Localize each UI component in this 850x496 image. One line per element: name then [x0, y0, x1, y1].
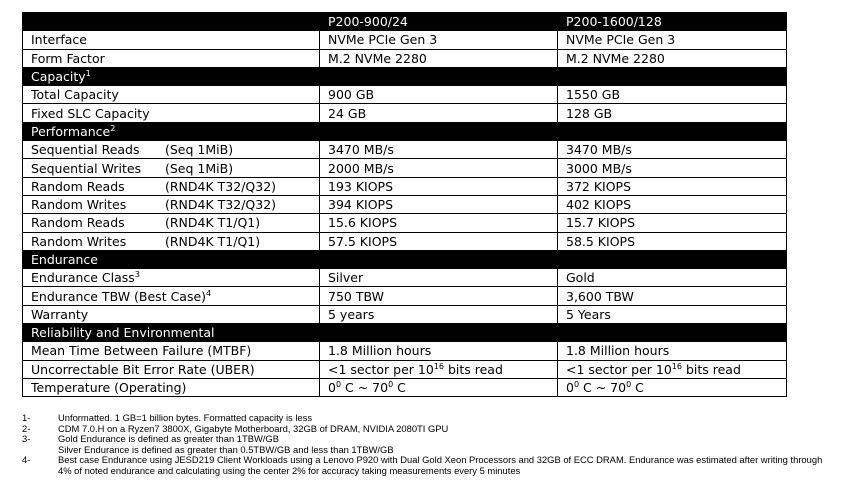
value-p200-1600: 5 Years — [558, 305, 787, 323]
value-p200-1600: 3470 MB/s — [558, 141, 787, 159]
table-row — [23, 287, 787, 305]
uber-suffix: bits read — [443, 361, 503, 377]
value-p200-1600: NVMe PCIe Gen 3 — [558, 31, 787, 49]
value-p200-1600: 58.5 KIOPS — [558, 232, 787, 250]
row-label — [23, 269, 320, 287]
value-p200-1600: Gold — [558, 269, 787, 287]
section-label: Performance — [31, 123, 111, 139]
temp-unit: C — [393, 380, 406, 396]
row-label-text: Total Capacity — [31, 87, 119, 103]
temp-min: 0 — [328, 380, 336, 396]
value-p200-900: 2000 MB/s — [320, 159, 558, 177]
row-label — [23, 86, 320, 104]
table-row — [23, 177, 787, 195]
row-label — [23, 287, 320, 305]
value-p200-1600: 15.7 KIOPS — [558, 214, 787, 232]
section-header-row — [23, 250, 787, 268]
section-header-row — [23, 67, 787, 85]
row-label — [23, 378, 320, 396]
footnote — [22, 455, 832, 476]
footnote-text: Unformatted. 1 GB=1 billion bytes. Formatted capacity is less — [58, 412, 313, 423]
value-p200-900: 900 GB — [320, 86, 558, 104]
row-label — [23, 305, 320, 323]
table-header-row — [23, 13, 787, 31]
footnote-text: Silver Endurance is defined as greater than 0.5TBW/GB and less than 1TBW/GB — [58, 443, 394, 455]
value-p200-900: M.2 NVMe 2280 — [320, 49, 558, 67]
row-label — [23, 360, 320, 378]
row-label-text: Form Factor — [31, 50, 105, 66]
row-label — [23, 214, 320, 232]
row-label-test: (RND4K T1/Q1) — [165, 215, 261, 231]
value-p200-900: Silver — [320, 269, 558, 287]
row-label-test: (RND4K T32/Q32) — [165, 178, 277, 194]
row-label — [23, 195, 320, 213]
table-row — [23, 159, 787, 177]
value-p200-1600: 1550 GB — [558, 86, 787, 104]
row-label — [23, 31, 320, 49]
table-row — [23, 141, 787, 159]
table-row — [23, 31, 787, 49]
row-label-test: (Seq 1MiB) — [165, 160, 234, 176]
temp-min: 0 — [566, 380, 574, 396]
footnote — [22, 413, 832, 424]
row-label-text: Interface — [31, 32, 87, 48]
uber-prefix: <1 sector per 10 — [566, 361, 672, 377]
value-p200-1600: 128 GB — [558, 104, 787, 122]
value-p200-900: 394 KIOPS — [320, 195, 558, 213]
row-label — [23, 232, 320, 250]
section-label: Capacity — [31, 69, 86, 85]
footnote-number: 3- — [22, 433, 31, 445]
section-label: Endurance — [31, 252, 98, 267]
table-row — [23, 195, 787, 213]
table-row — [23, 378, 787, 396]
footnote-number: 4- — [22, 454, 31, 466]
row-label-text: Temperature (Operating) — [31, 380, 187, 396]
table-row — [23, 269, 787, 287]
uber-prefix: <1 sector per 10 — [328, 361, 434, 377]
row-label-test: (Seq 1MiB) — [165, 142, 234, 158]
value-p200-1600 — [558, 378, 787, 396]
value-p200-1600: M.2 NVMe 2280 — [558, 49, 787, 67]
value-p200-900: 750 TBW — [320, 287, 558, 305]
row-label — [23, 141, 320, 159]
uber-exponent: 16 — [433, 361, 444, 371]
footnotes — [22, 413, 832, 477]
degree-mark: 0 — [573, 379, 580, 389]
header-col-p200-900: P200-900/24 — [320, 13, 558, 31]
row-label — [23, 342, 320, 360]
row-label-text: Uncorrectable Bit Error Rate (UBER) — [31, 361, 255, 377]
temp-max: C ~ 70 — [341, 380, 389, 396]
row-label — [23, 49, 320, 67]
footnote-number: 1- — [22, 412, 31, 423]
row-label-main: Random Writes — [31, 233, 127, 249]
row-label — [23, 159, 320, 177]
value-p200-1600: 3000 MB/s — [558, 159, 787, 177]
row-label-text: Endurance TBW (Best Case) — [31, 288, 207, 304]
row-label-text: Endurance Class — [31, 270, 135, 286]
section-title — [23, 122, 787, 140]
value-p200-1600: 372 KIOPS — [558, 177, 787, 195]
value-p200-900 — [320, 378, 558, 396]
value-p200-900: 57.5 KIOPS — [320, 232, 558, 250]
spec-table-body — [23, 31, 787, 397]
value-p200-900: 24 GB — [320, 104, 558, 122]
footnote-ref: 1 — [85, 68, 91, 78]
row-label-main: Random Reads — [31, 215, 125, 231]
section-title — [23, 67, 787, 85]
footnote-ref: 3 — [134, 270, 140, 280]
table-row — [23, 214, 787, 232]
row-label-test: (RND4K T32/Q32) — [165, 197, 277, 213]
uber-exponent: 16 — [671, 361, 682, 371]
value-p200-900: NVMe PCIe Gen 3 — [320, 31, 558, 49]
row-label-main: Sequential Writes — [31, 160, 142, 176]
value-p200-900: 193 KIOPS — [320, 177, 558, 195]
row-label — [23, 104, 320, 122]
row-label-test: (RND4K T1/Q1) — [165, 233, 261, 249]
value-p200-1600 — [558, 360, 787, 378]
uber-suffix: bits read — [681, 361, 741, 377]
row-label-text: Warranty — [31, 306, 89, 322]
header-col-1 — [23, 13, 320, 31]
spec-table — [22, 12, 787, 397]
row-label-main: Random Reads — [31, 178, 125, 194]
table-row — [23, 342, 787, 360]
footnote-ref: 4 — [206, 288, 212, 298]
footnote-text: CDM 7.0.H on a Ryzen7 3800X, Gigabyte Motherboard, 32GB of DRAM, NVIDIA 2080TI GPU — [58, 422, 449, 434]
row-label-main: Sequential Reads — [31, 142, 140, 158]
footnote-text: Best case Endurance using JESD219 Client Workloads using a Lenovo P920 with Dual Gold Xeon Processors and 32GB of ECC DRAM. Endurance was estimated after writing through 4% of noted endurance and calculating using the center 2% for accuracy taking measurements every 5 minutes — [58, 454, 823, 476]
section-header-row — [23, 324, 787, 342]
temp-unit: C — [631, 380, 644, 396]
table-row — [23, 49, 787, 67]
footnote-ref: 2 — [110, 123, 116, 133]
section-title — [23, 250, 787, 268]
row-label-text: Fixed SLC Capacity — [31, 105, 150, 121]
value-p200-900 — [320, 360, 558, 378]
value-p200-1600: 3,600 TBW — [558, 287, 787, 305]
section-header-row — [23, 122, 787, 140]
row-label-main: Random Writes — [31, 197, 127, 213]
section-label: Reliability and Environmental — [31, 325, 215, 341]
row-label-text: Mean Time Between Failure (MTBF) — [31, 343, 252, 359]
table-row — [23, 86, 787, 104]
footnote-number: 2- — [22, 422, 31, 434]
degree-mark: 0 — [388, 379, 394, 389]
header-col-p200-1600: P200-1600/128 — [558, 13, 787, 31]
value-p200-1600: 402 KIOPS — [558, 195, 787, 213]
degree-mark: 0 — [335, 379, 342, 389]
table-row — [23, 305, 787, 323]
value-p200-1600: 1.8 Million hours — [558, 342, 787, 360]
value-p200-900: 3470 MB/s — [320, 141, 558, 159]
table-row — [23, 360, 787, 378]
value-p200-900: 15.6 KIOPS — [320, 214, 558, 232]
section-title — [23, 324, 787, 342]
footnote-text: Gold Endurance is defined as greater than 1TBW/GB — [58, 433, 279, 445]
temp-max: C ~ 70 — [579, 380, 627, 396]
table-row — [23, 104, 787, 122]
degree-mark: 0 — [626, 379, 632, 389]
value-p200-900: 5 years — [320, 305, 558, 323]
value-p200-900: 1.8 Million hours — [320, 342, 558, 360]
table-row — [23, 232, 787, 250]
row-label — [23, 177, 320, 195]
